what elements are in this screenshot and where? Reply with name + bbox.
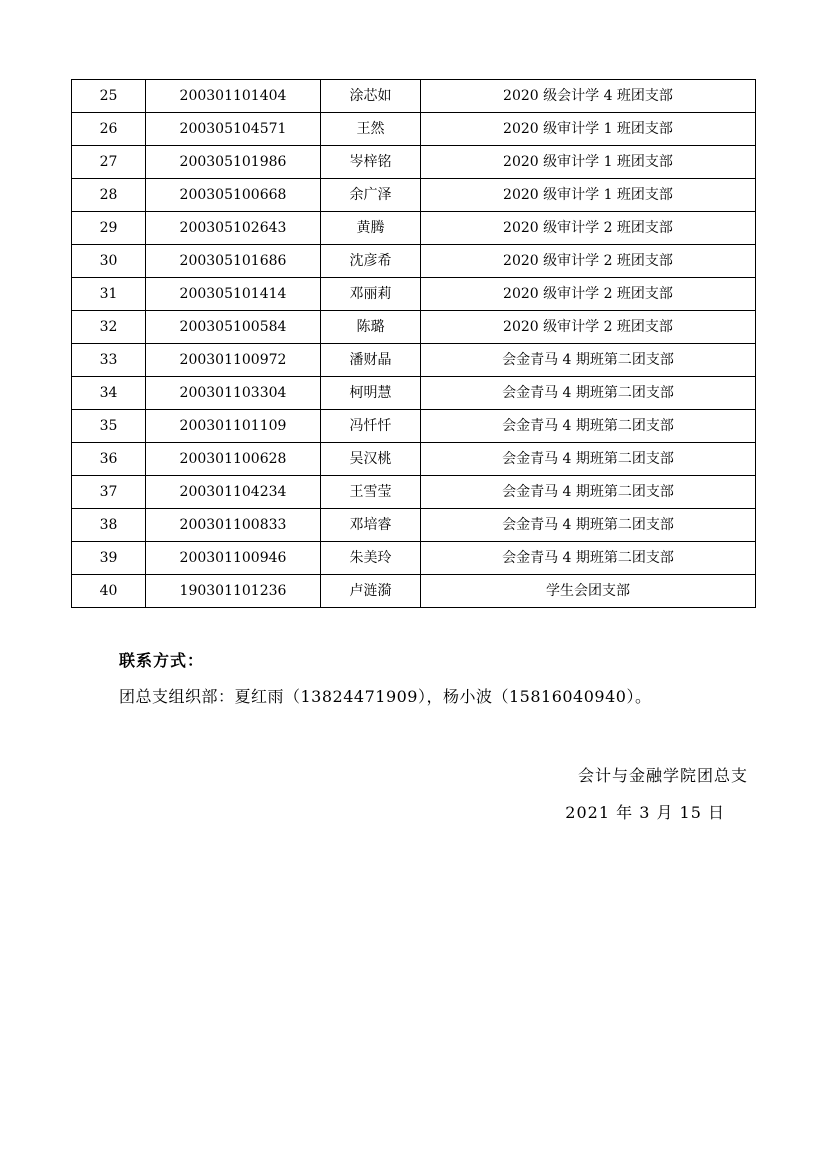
student-id-cell: 200305100584	[146, 311, 321, 344]
table-row	[72, 344, 756, 377]
branch-cell: 2020 级审计学 1 班团支部	[421, 179, 756, 212]
member-table	[71, 79, 756, 608]
student-name-cell: 卢涟漪	[321, 575, 421, 608]
student-id-cell: 200305101414	[146, 278, 321, 311]
table-row	[72, 509, 756, 542]
row-number-cell: 34	[72, 377, 146, 410]
row-number-cell: 33	[72, 344, 146, 377]
table-row	[72, 542, 756, 575]
student-id-cell: 200301101404	[146, 80, 321, 113]
table-row	[72, 146, 756, 179]
student-name-cell: 黄腾	[321, 212, 421, 245]
branch-cell: 2020 级审计学 2 班团支部	[421, 311, 756, 344]
branch-cell: 2020 级会计学 4 班团支部	[421, 80, 756, 113]
row-number-cell: 32	[72, 311, 146, 344]
student-id-cell: 200301100833	[146, 509, 321, 542]
contact-details: 团总支组织部：夏红雨（13824471909），杨小波（15816040940）。	[119, 687, 652, 706]
row-number-cell: 28	[72, 179, 146, 212]
table-row	[72, 245, 756, 278]
table-row	[72, 575, 756, 608]
student-id-cell: 200301100972	[146, 344, 321, 377]
row-number-cell: 39	[72, 542, 146, 575]
branch-cell: 会金青马 4 期班第二团支部	[421, 443, 756, 476]
row-number-cell: 40	[72, 575, 146, 608]
student-name-cell: 邓培睿	[321, 509, 421, 542]
table-row	[72, 113, 756, 146]
student-name-cell: 冯忏忏	[321, 410, 421, 443]
student-name-cell: 陈璐	[321, 311, 421, 344]
student-name-cell: 潘财晶	[321, 344, 421, 377]
branch-cell: 学生会团支部	[421, 575, 756, 608]
row-number-cell: 35	[72, 410, 146, 443]
branch-cell: 会金青马 4 期班第二团支部	[421, 542, 756, 575]
issue-date: 2021 年 3 月 15 日	[565, 803, 725, 822]
row-number-cell: 30	[72, 245, 146, 278]
student-id-cell: 200301101109	[146, 410, 321, 443]
row-number-cell: 37	[72, 476, 146, 509]
student-id-cell: 200301100946	[146, 542, 321, 575]
row-number-cell: 38	[72, 509, 146, 542]
row-number-cell: 36	[72, 443, 146, 476]
table-row	[72, 377, 756, 410]
branch-cell: 会金青马 4 期班第二团支部	[421, 410, 756, 443]
student-id-cell: 200305102643	[146, 212, 321, 245]
student-id-cell: 200305101686	[146, 245, 321, 278]
table-row	[72, 212, 756, 245]
member-table-body	[72, 80, 756, 608]
contact-heading: 联系方式：	[119, 651, 205, 670]
table-row	[72, 410, 756, 443]
branch-cell: 会金青马 4 期班第二团支部	[421, 509, 756, 542]
branch-cell: 会金青马 4 期班第二团支部	[421, 476, 756, 509]
student-id-cell: 190301101236	[146, 575, 321, 608]
issuing-organization: 会计与金融学院团总支	[577, 766, 748, 785]
student-id-cell: 200305100668	[146, 179, 321, 212]
row-number-cell: 31	[72, 278, 146, 311]
student-name-cell: 余广泽	[321, 179, 421, 212]
student-name-cell: 朱美玲	[321, 542, 421, 575]
student-name-cell: 柯明慧	[321, 377, 421, 410]
row-number-cell: 26	[72, 113, 146, 146]
student-id-cell: 200301104234	[146, 476, 321, 509]
branch-cell: 2020 级审计学 2 班团支部	[421, 245, 756, 278]
table-row	[72, 476, 756, 509]
branch-cell: 2020 级审计学 2 班团支部	[421, 212, 756, 245]
student-name-cell: 涂芯如	[321, 80, 421, 113]
table-row	[72, 311, 756, 344]
table-row	[72, 443, 756, 476]
branch-cell: 会金青马 4 期班第二团支部	[421, 377, 756, 410]
branch-cell: 2020 级审计学 1 班团支部	[421, 146, 756, 179]
student-name-cell: 王然	[321, 113, 421, 146]
student-name-cell: 邓丽莉	[321, 278, 421, 311]
student-name-cell: 岑梓铭	[321, 146, 421, 179]
row-number-cell: 27	[72, 146, 146, 179]
branch-cell: 2020 级审计学 1 班团支部	[421, 113, 756, 146]
student-id-cell: 200305101986	[146, 146, 321, 179]
student-name-cell: 王雪莹	[321, 476, 421, 509]
student-name-cell: 吴汉桃	[321, 443, 421, 476]
branch-cell: 会金青马 4 期班第二团支部	[421, 344, 756, 377]
table-row	[72, 179, 756, 212]
row-number-cell: 29	[72, 212, 146, 245]
student-id-cell: 200301103304	[146, 377, 321, 410]
table-row	[72, 278, 756, 311]
student-id-cell: 200301100628	[146, 443, 321, 476]
student-name-cell: 沈彦希	[321, 245, 421, 278]
row-number-cell: 25	[72, 80, 146, 113]
branch-cell: 2020 级审计学 2 班团支部	[421, 278, 756, 311]
student-id-cell: 200305104571	[146, 113, 321, 146]
table-row	[72, 80, 756, 113]
